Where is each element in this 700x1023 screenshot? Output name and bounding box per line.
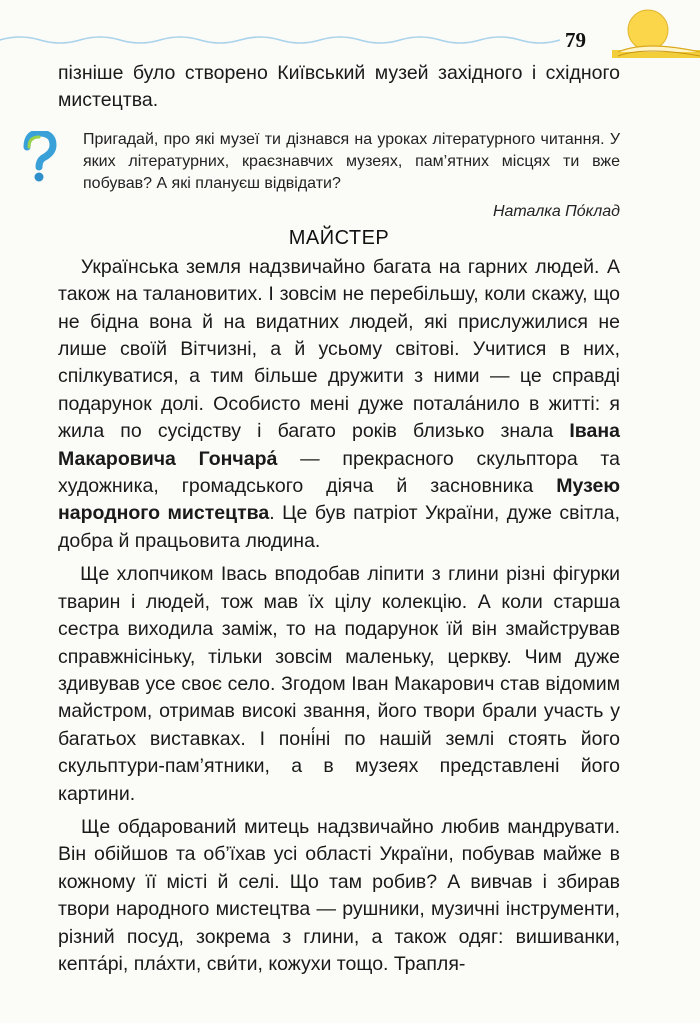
question-text: Пригадай, про які музеї ти дізнався на уроках літературного читання. У яких літературних, краєзнавчих музеях, пам’ятних місцях ти вже побував? А які плануєш відвідати? [83, 130, 620, 192]
paragraph-1-part-a: Українська земля надзвичайно багата на гарних людей. А також на талановитих. І зовсім не перебільшу, коли скажу, що не бідна вона й на видатних людей, які прислужилися не лише своїй Вітчизні, а й усьому світові. Учитися в них, спілкуватися, а тим більше дружити з ними — це справді подарунок долі. Особисто мені дуже потала́нило в житті: я жила по сусідству і багато років близько знала [58, 255, 620, 443]
page-number: 79 [565, 28, 586, 52]
author-name: Наталка По́клад [492, 202, 620, 220]
page-content [58, 60, 620, 984]
story-title: МАЙСТЕР [288, 226, 390, 249]
paragraph-3-text: Ще обдарований митець надзвичайно любив мандрувати. Він обійшов та об’їхав усі області України, побував майже в кожному її місті й селі. Що там робив? А вивчав і збирав твори народного мистецтва — рушники, музичні інструменти, різний посуд, зокрема з глини, а також одяг: вишиванки, кепта́рі, пла́хти, сви́ти, кожухи тощо. Трапля- [58, 815, 620, 975]
intro-paragraph: пізніше було створено Київський музей західного і східного мистецтва. [58, 62, 620, 112]
paragraph-1-part-b: — прекрасного скульптора та художника, громадського діяча й засновника [58, 447, 620, 498]
sun-book-icon [612, 10, 700, 58]
question-mark-icon [21, 131, 57, 183]
paragraph-2 [58, 561, 620, 808]
museum-name-bold: Музею народного мистецтва [58, 475, 620, 525]
paragraph-1 [58, 254, 620, 555]
paragraph-2-text: Ще хлопчиком Івась вподобав ліпити з глини різні фігурки тварин і людей, тож мав їх цілу колекцію. А коли старша сестра виходила заміж, то на подарунок їй він змайстрував справжнісіньку, тільки зовсім маленьку, церкву. Чим дуже здивував усе своє село. Згодом Іван Макарович став відомим майстром, отримав високі звання, його твори брали участь у багатьох виставках. І поні́ні по нашій землі стоять його скульптури-пам’ятники, а в музеях представлені його картини. [58, 563, 620, 805]
person-name-bold: Івана Макаровича Гончара́ [58, 420, 620, 470]
paragraph-1-part-c: . Це був патріот України, дуже світла, добра й працьовита людина. [58, 502, 621, 552]
paragraph-3 [58, 814, 620, 978]
question-block [83, 129, 620, 195]
